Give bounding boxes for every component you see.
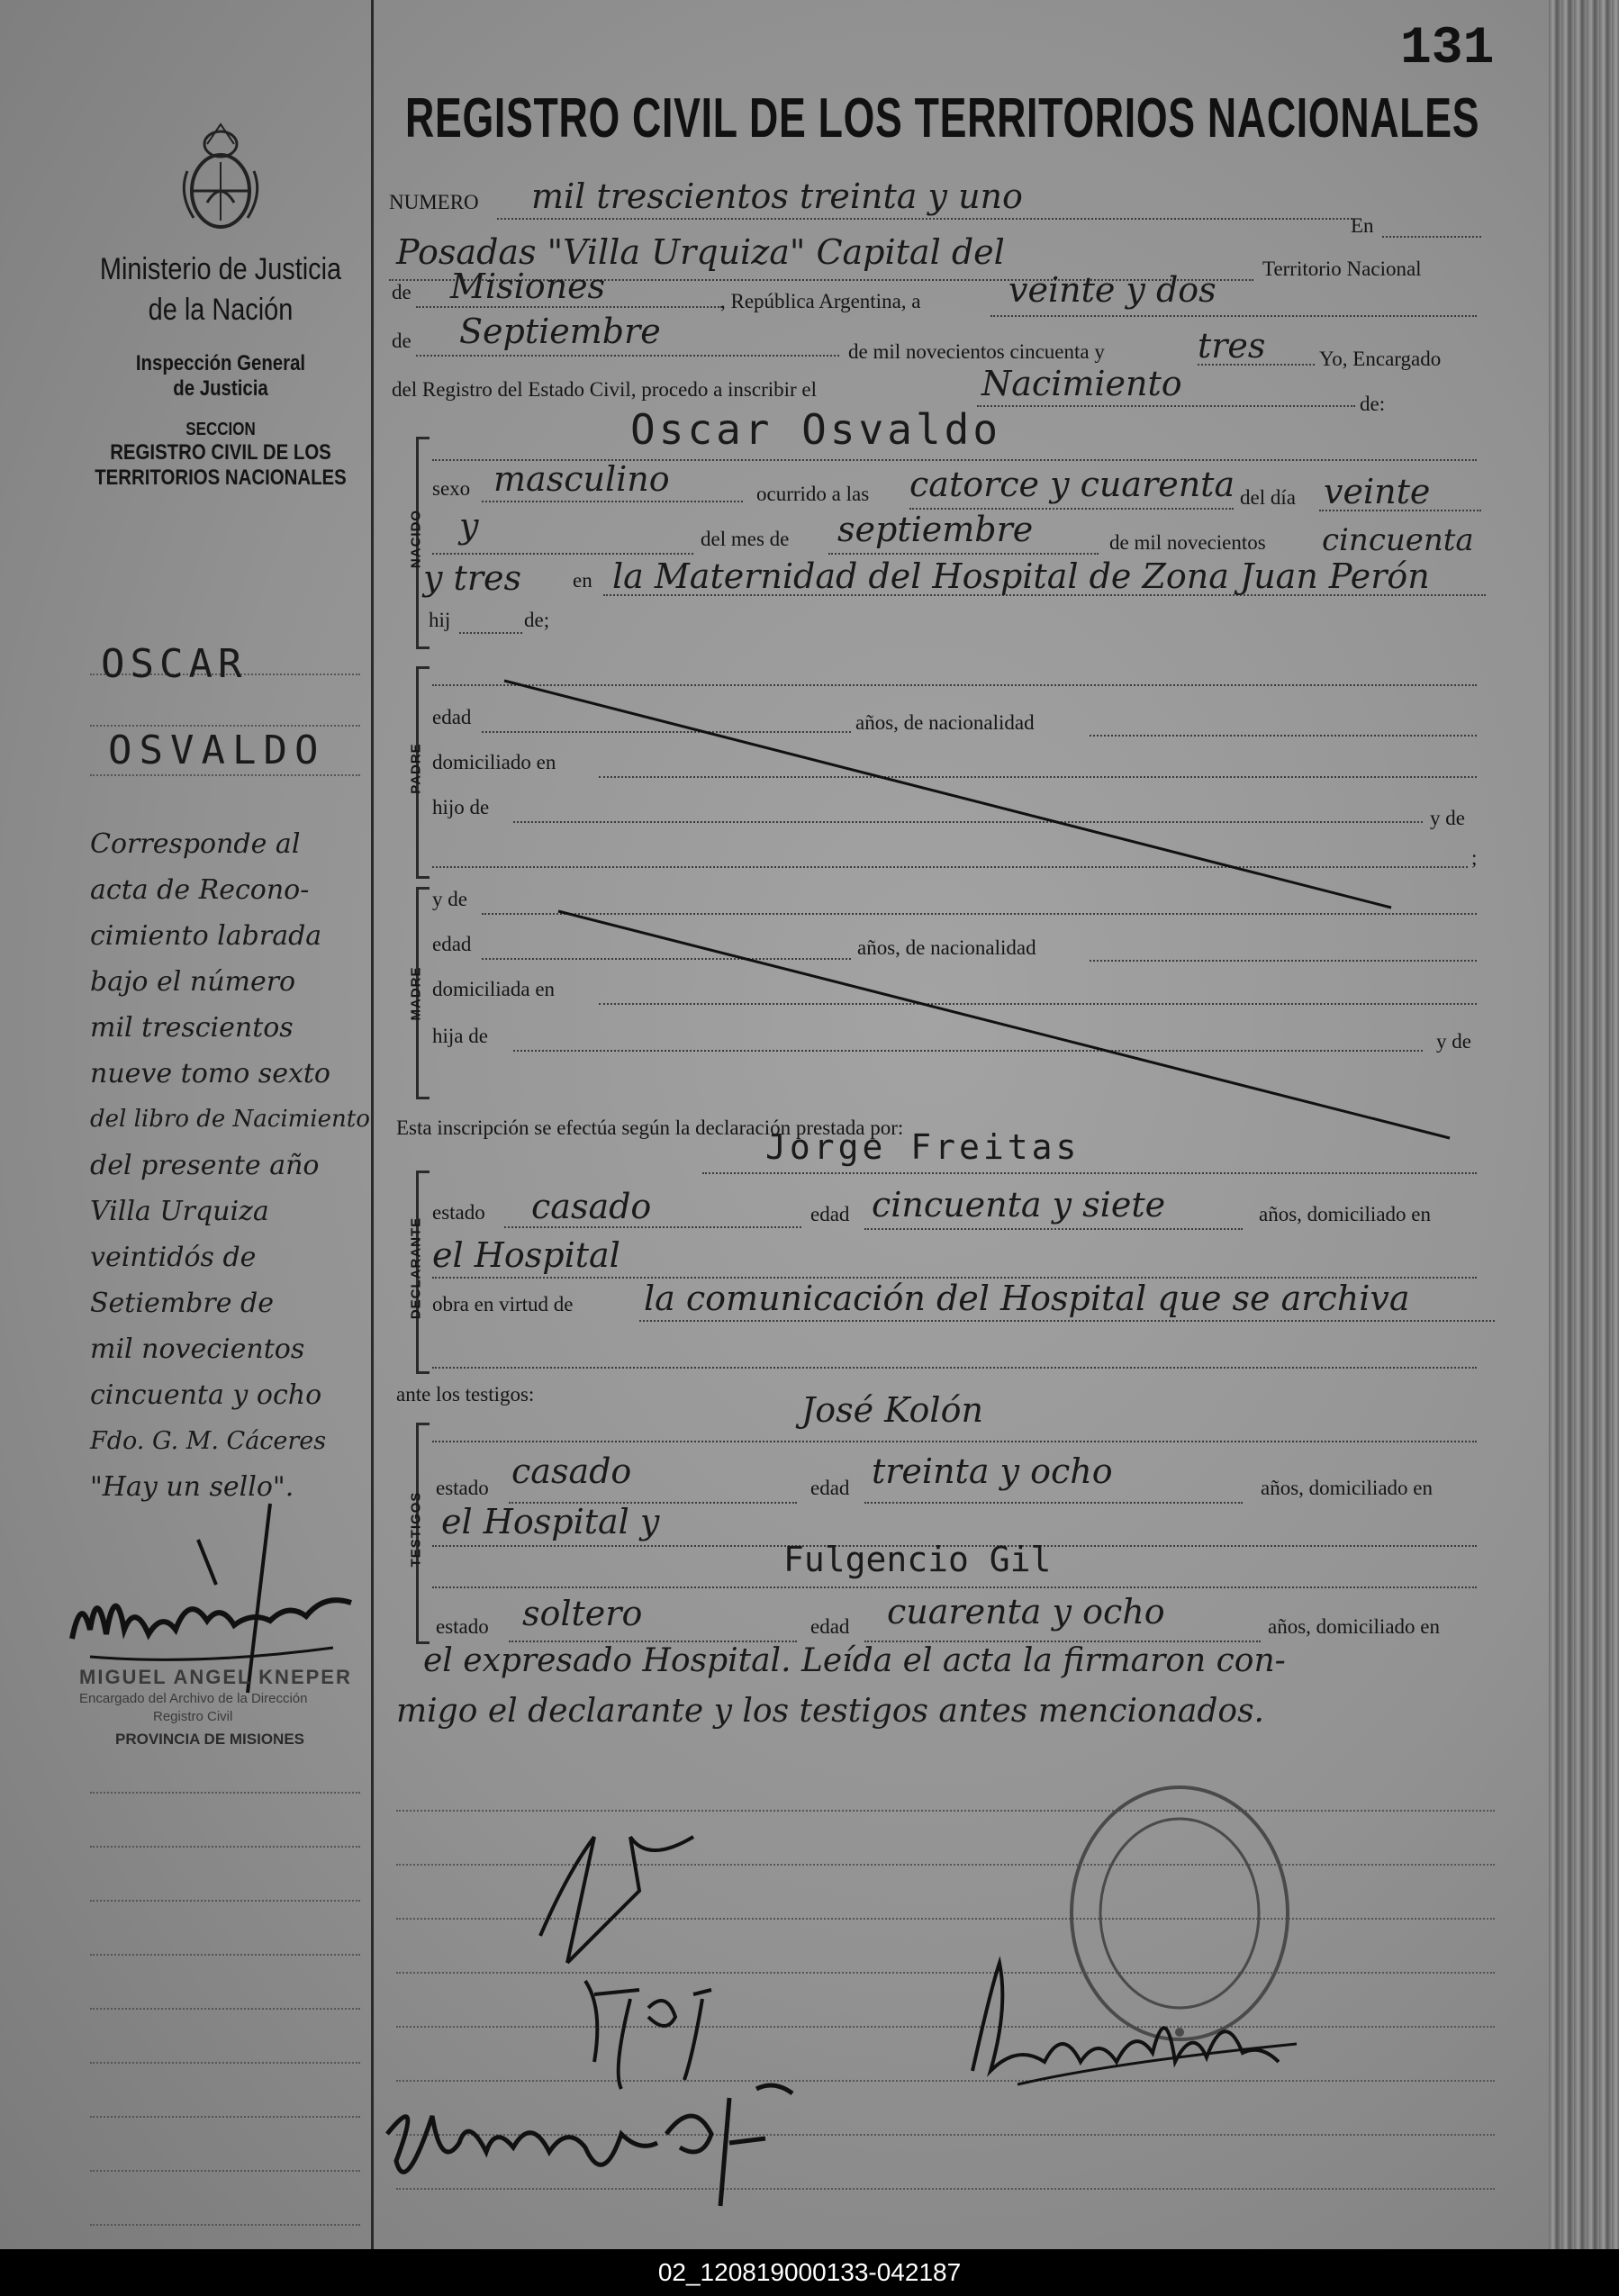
margin-name-second: OSVALDO xyxy=(108,728,326,773)
mes-value: septiembre xyxy=(837,510,1034,549)
page-number: 131 xyxy=(1400,20,1495,78)
numero-label: NUMERO xyxy=(389,191,479,213)
inspection-line1: Inspección General xyxy=(135,351,306,375)
note-line: mil novecientos xyxy=(90,1333,305,1365)
page-title: REGISTRO CIVIL DE LOS TERRITORIOS NACIONALES xyxy=(405,87,1480,149)
de-label-2: de xyxy=(392,330,412,352)
nacido-en-label: en xyxy=(573,569,592,592)
section-line1: SECCION xyxy=(185,420,256,439)
note-line: cimiento labrada xyxy=(90,920,322,952)
madre-nac-label: años, de nacionalidad xyxy=(857,936,1036,959)
del-dia-label: del día xyxy=(1240,486,1296,509)
note-line: nueve tomo sexto xyxy=(90,1058,330,1089)
t2-edad-value: cuarenta y ocho xyxy=(887,1592,1165,1632)
margin-name-first: OSCAR xyxy=(101,641,248,687)
stamp-line1: Encargado del Archivo de la Dirección xyxy=(79,1691,308,1706)
t1-edad-value: treinta y ocho xyxy=(872,1451,1113,1491)
note-line: Corresponde al xyxy=(90,828,301,860)
padre-dom-label: domiciliado en xyxy=(432,751,556,773)
book-binding xyxy=(1549,0,1619,2249)
note-line: Fdo. G. M. Cáceres xyxy=(90,1427,327,1455)
note-line: del libro de Nacimiento xyxy=(90,1106,370,1133)
day-value: veinte y dos xyxy=(1008,270,1217,310)
padre-edad-label: edad xyxy=(432,706,472,728)
officer-signature xyxy=(936,1936,1315,2116)
t1-estado-label: estado xyxy=(436,1477,489,1499)
note-line: veintidós de xyxy=(90,1242,257,1273)
stamp-line3: PROVINCIA DE MISIONES xyxy=(115,1731,305,1748)
section-line2: REGISTRO CIVIL DE LOS xyxy=(110,440,331,465)
madre-hija-label: hija de xyxy=(432,1025,488,1047)
note-line: Setiembre de xyxy=(90,1288,274,1319)
witness-signature xyxy=(369,2062,837,2224)
ministry-line1: Ministerio de Justicia xyxy=(99,252,342,286)
obra-label: obra en virtud de xyxy=(432,1293,574,1315)
mil-label: de mil novecientos xyxy=(1109,531,1266,554)
registro-label: del Registro del Estado Civil, procedo a inscribir el xyxy=(392,378,818,401)
sexo-label: sexo xyxy=(432,477,471,500)
declarante-side-label: DECLARANTE xyxy=(408,1216,424,1320)
year-label: de mil novecientos cincuenta y xyxy=(848,340,1105,363)
testigos-side-label: TESTIGOS xyxy=(408,1491,424,1568)
hora-value: catorce y cuarenta xyxy=(909,465,1235,504)
sexo-value: masculino xyxy=(493,459,670,499)
t2-estado-value: soltero xyxy=(522,1594,643,1633)
closing-line1: el expresado Hospital. Leída el acta la firmaron con- xyxy=(423,1642,1286,1679)
ministry-line2: de la Nación xyxy=(148,293,294,327)
testigo1-name: José Kolón xyxy=(801,1390,983,1430)
note-line: "Hay un sello". xyxy=(90,1471,294,1503)
t1-dom-label: años, domiciliado en xyxy=(1261,1477,1433,1499)
declarante-estado-label: estado xyxy=(432,1201,485,1224)
declarant-signature xyxy=(513,1801,837,2107)
year-value: tres xyxy=(1198,326,1266,366)
hij-label: hij xyxy=(429,609,451,631)
madre-dom-label: domiciliada en xyxy=(432,978,556,1000)
obra-value: la comunicación del Hospital que se archiva xyxy=(644,1279,1410,1318)
t2-edad-label: edad xyxy=(810,1615,850,1638)
note-line: Villa Urquiza xyxy=(90,1196,269,1227)
closing-line2: migo el declarante y los testigos antes mencionados. xyxy=(396,1693,1264,1730)
testigo2-name: Fulgencio Gil xyxy=(783,1540,1052,1579)
t2-dom-label: años, domiciliado en xyxy=(1268,1615,1440,1638)
stamp-name: MIGUEL ANGEL KNEPER xyxy=(79,1666,352,1688)
month-value: Septiembre xyxy=(459,312,661,351)
t1-dom-value: el Hospital y xyxy=(441,1502,660,1541)
madre-side-label: MADRE xyxy=(408,966,424,1021)
ocurrido-label: ocurrido a las xyxy=(756,483,870,505)
en-label: En xyxy=(1351,214,1374,237)
declarante-dom-value: el Hospital xyxy=(432,1235,620,1275)
madre-edad-label: edad xyxy=(432,933,472,955)
place-value: Posadas "Villa Urquiza" Capital del xyxy=(396,232,1005,272)
territorio-value: Misiones xyxy=(450,267,606,306)
inscripcion-label: Esta inscripción se efectúa según la declaración prestada por: xyxy=(396,1116,904,1139)
declarante-edad-label: edad xyxy=(810,1203,850,1225)
declarante-name: Jorge Freitas xyxy=(765,1127,1081,1167)
t1-edad-label: edad xyxy=(810,1477,850,1499)
anio-value-2: y tres xyxy=(423,558,521,598)
note-line: cincuenta y ocho xyxy=(90,1379,322,1411)
act-value: Nacimiento xyxy=(981,364,1182,403)
child-name: Oscar Osvaldo xyxy=(630,405,1002,454)
note-line: bajo el número xyxy=(90,966,296,998)
declarante-dom-label: años, domiciliado en xyxy=(1259,1203,1431,1225)
note-line: del presente año xyxy=(90,1150,320,1181)
del-mes-label: del mes de xyxy=(701,528,790,550)
dia-value-cont: y xyxy=(459,506,479,546)
t2-estado-label: estado xyxy=(436,1615,489,1638)
image-id-footer: 02_120819000133-042187 xyxy=(0,2249,1619,2296)
note-line: acta de Recono- xyxy=(90,874,310,906)
numero-value: mil trescientos treinta y uno xyxy=(531,176,1023,216)
madre-yde-top: y de xyxy=(432,888,467,910)
declarante-edad-value: cincuenta y siete xyxy=(872,1185,1166,1225)
yo-label: Yo, Encargado xyxy=(1319,348,1442,370)
madre-yde-label: y de xyxy=(1436,1030,1471,1053)
dia-value: veinte xyxy=(1324,472,1431,511)
note-line: mil trescientos xyxy=(90,1012,294,1044)
lugar-value: la Maternidad del Hospital de Zona Juan Perón xyxy=(612,556,1430,596)
padre-side-label: PADRE xyxy=(408,743,424,794)
de-label-1: de xyxy=(392,281,412,303)
padre-hijo-label: hijo de xyxy=(432,796,490,818)
padre-yde-label: y de xyxy=(1430,807,1465,829)
declarante-estado-value: casado xyxy=(531,1187,652,1226)
cancel-strike-lines xyxy=(0,0,1549,1171)
de-label-3: de: xyxy=(1360,393,1386,415)
hij-de-label: de; xyxy=(524,609,550,631)
inspection-line2: de Justicia xyxy=(173,376,268,401)
territorio-label: Territorio Nacional xyxy=(1262,258,1422,280)
anio-value-1: cincuenta xyxy=(1322,522,1474,558)
section-line3: TERRITORIOS NACIONALES xyxy=(95,466,347,490)
padre-semicolon: ; xyxy=(1471,846,1478,869)
ante-label: ante los testigos: xyxy=(396,1383,535,1406)
t1-estado-value: casado xyxy=(511,1451,632,1491)
republica-label: , República Argentina, a xyxy=(720,290,921,312)
stamp-line2: Registro Civil xyxy=(153,1709,233,1724)
padre-nac-label: años, de nacionalidad xyxy=(855,711,1035,734)
nacido-side-label: NACIDO xyxy=(408,509,424,569)
